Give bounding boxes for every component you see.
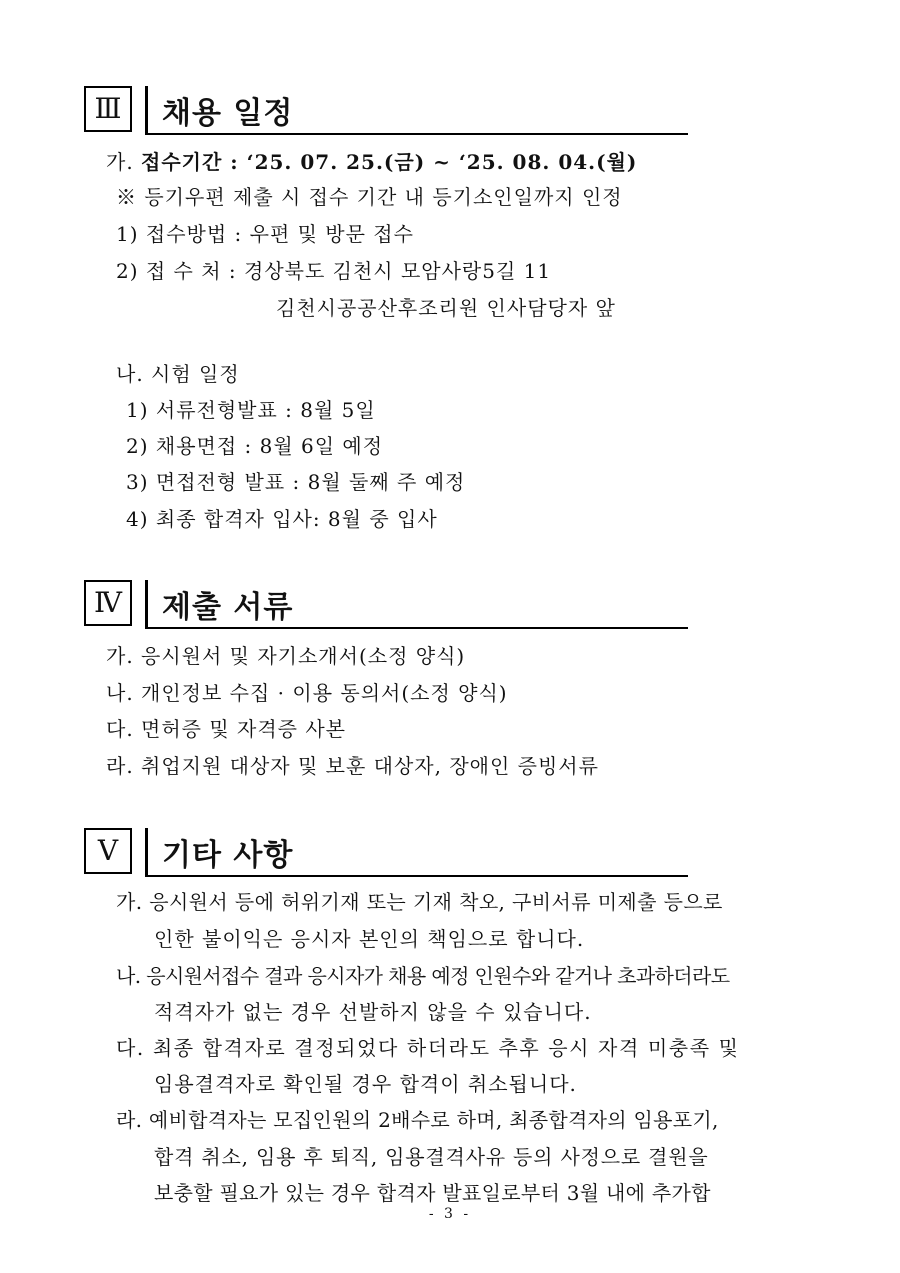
- section-number: Ⅴ: [84, 828, 132, 874]
- notice-ga: 가. 응시원서 등에 허위기재 또는 기재 착오, 구비서류 미제출 등으로: [116, 890, 723, 914]
- notice-na-cont: 적격자가 없는 경우 선발하지 않을 수 있습니다.: [154, 1000, 592, 1024]
- header-underline: [145, 133, 688, 135]
- section-number: Ⅳ: [84, 580, 132, 626]
- document-item: 라. 취업지원 대상자 및 보훈 대상자, 장애인 증빙서류: [106, 754, 599, 778]
- header-divider: [145, 86, 148, 134]
- document-item: 가. 응시원서 및 자기소개서(소정 양식): [106, 644, 466, 668]
- document-item: 다. 면허증 및 자격증 사본: [106, 717, 346, 741]
- document-item: 나. 개인정보 수집 · 이용 동의서(소정 양식): [106, 681, 508, 705]
- section-4-header: [84, 580, 688, 630]
- section-number: Ⅲ: [84, 86, 132, 132]
- application-method: 1) 접수방법 : 우편 및 방문 접수: [116, 222, 414, 246]
- application-place: 2) 접 수 처 : 경상북도 김천시 모암사랑5길 11: [116, 259, 552, 283]
- exam-step-1: 1) 서류전형발표 : 8월 5일: [126, 398, 376, 422]
- registered-mail-note: ※ 등기우편 제출 시 접수 기간 내 등기소인일까지 인정: [116, 185, 623, 209]
- notice-ga-cont: 인한 불이익은 응시자 본인의 책임으로 합니다.: [154, 927, 585, 951]
- notice-da-cont: 임용결격자로 확인될 경우 합격이 취소됩니다.: [154, 1072, 577, 1096]
- notice-ra: 라. 예비합격자는 모집인원의 2배수로 하며, 최종합격자의 임용포기,: [116, 1108, 719, 1132]
- exam-step-4: 4) 최종 합격자 입사: 8월 중 입사: [126, 507, 438, 531]
- header-divider: [145, 580, 148, 628]
- application-place-line2: 김천시공공산후조리원 인사담당자 앞: [276, 296, 616, 320]
- section-3-header: [84, 86, 688, 136]
- section-5-header: [84, 828, 688, 878]
- exam-schedule-heading: 나. 시험 일정: [116, 362, 240, 386]
- header-divider: [145, 828, 148, 876]
- notice-ra-cont2: 보충할 필요가 있는 경우 합격자 발표일로부터 3월 내에 추가합: [154, 1181, 711, 1205]
- page-number: - 3 -: [428, 1206, 472, 1222]
- application-period: 가. 접수기간 : ‘25. 07. 25.(금) ~ ‘25. 08. 04.(월): [106, 150, 638, 174]
- header-underline: [145, 875, 688, 877]
- notice-da: 다. 최종 합격자로 결정되었다 하더라도 추후 응시 자격 미충족 및: [116, 1036, 740, 1060]
- notice-na: 나. 응시원서접수 결과 응시자가 채용 예정 인원수와 같거나 초과하더라도: [116, 964, 730, 988]
- exam-step-2: 2) 채용면접 : 8월 6일 예정: [126, 434, 384, 458]
- section-title: 채용 일정: [162, 96, 294, 131]
- exam-step-3: 3) 면접전형 발표 : 8월 둘째 주 예정: [126, 470, 466, 494]
- header-underline: [145, 627, 688, 629]
- section-title: 제출 서류: [162, 590, 294, 625]
- section-title: 기타 사항: [162, 838, 294, 873]
- notice-ra-cont: 합격 취소, 임용 후 퇴직, 임용결격사유 등의 사정으로 결원을: [154, 1145, 709, 1169]
